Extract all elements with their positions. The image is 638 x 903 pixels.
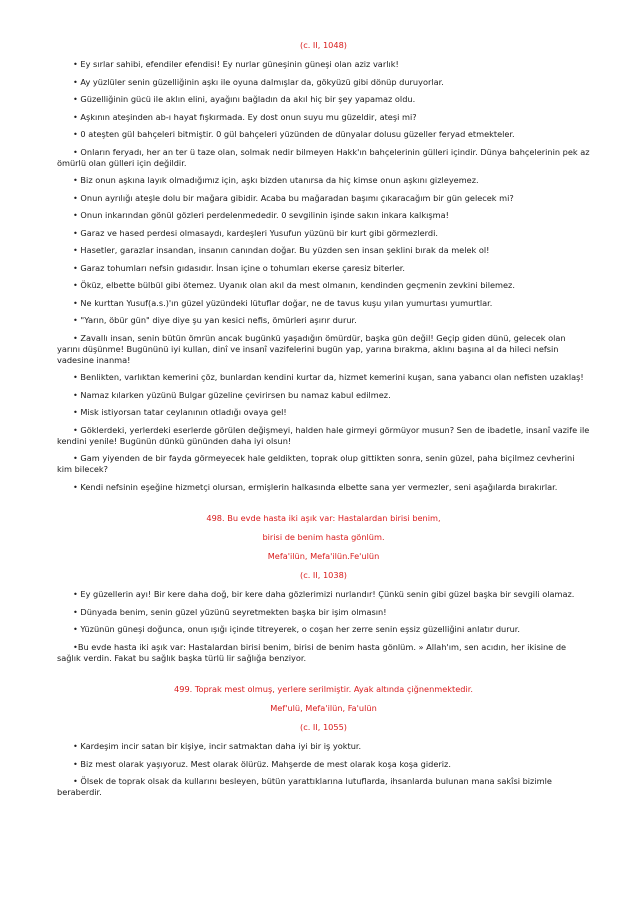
paragraph: • Onun ayrılığı ateşle dolu bir mağara gibidir. Acaba bu mağaradan başımı çıkaracağım bir gün gelecek mi? xyxy=(73,192,514,203)
paragraph: • Onun inkarından gönül gözleri perdelenmededir. 0 sevgilinin işinde sakın inkara kalkışma! xyxy=(73,210,449,220)
paragraph: • 0 ateşten gül bahçeleri bitmiştir. 0 gül bahçeleri yüzünden de dünyalar dolusu güzeller feryad etmekteler. xyxy=(73,129,515,139)
section-heading: 499. Toprak mest olmuş, yerlere serilmiştir. Ayak altında çiğnenmektedir. xyxy=(174,684,473,694)
section-spacer xyxy=(57,499,590,513)
paragraph: • Garaz ve hased perdesi olmasaydı, kardeşleri Yusufun yüzünü bir kurt gibi görmezlerdi. xyxy=(73,227,438,238)
paragraph: • Biz mest olarak yaşıyoruz. Mest olarak ölürüz. Mahşerde de mest olarak koşa koşa gideriz. xyxy=(73,758,451,769)
paragraph: • Dünyada benim, senin güzel yüzünü seyretmekten başka bir işim olmasın! xyxy=(73,606,387,617)
paragraph: • Güzelliğinin gücü ile aklın elini, ayağını bağladın da akıl hiç bir şey yapamaz oldu. xyxy=(73,94,416,104)
paragraph: • Yüzünün güneşi doğunca, onun ışığı içinde titreyerek, o coşan her zerre senin eşsiz güzelliğini anlatır durur. xyxy=(73,624,520,634)
paragraph: • Ölsek de toprak olsak da kullarını besleyen, bütün yarattıklarına lutuflarda, ihsanlarda bulunan mana sakîsi bizimle beraberdir. xyxy=(57,776,552,797)
paragraph: • Aşkının ateşinden ab-ı hayat fışkırmada. Ey dost onun suyu mu güzeldir, ateşi mi? xyxy=(73,111,417,122)
section-heading: (c. II, 1038) xyxy=(300,570,347,580)
paragraph: • "Yarın, öbür gün" diye diye şu yan kesici nefis, ömürleri aşırır durur. xyxy=(73,315,357,325)
section-spacer xyxy=(57,670,590,684)
paragraph: • Kardeşim incir satan bir kişiye, incir satmaktan daha iyi bir iş yoktur. xyxy=(73,741,362,751)
paragraph: •Bu evde hasta iki aşık var: Hastalardan birisi benim, birisi de benim hasta gönlüm. » Allah'ım, sen acıdın, her ikisine de sağlık verdin. Fakat bu sağlık başka türlü lir sağlığa benziyor. xyxy=(57,641,567,663)
section-heading: Mefa'ilün, Mefa'ilün.Fe'ulün xyxy=(267,551,380,561)
paragraph: • Öküz, elbette bülbül gibi ötemez. Uyanık olan akıl da mest olmanın, kendinden geçmenin zevkini bilemez. xyxy=(73,280,515,290)
paragraph: • Kendi nefsinin eşeğine hizmetçi olursan, ermişlerin halkasında elbette sana yer vermezler, seni aşağılarda bırakırlar. xyxy=(73,481,558,492)
paragraph: • Gam yiyenden de bir fayda görmeyecek hale geldikten, toprak olup gittikten sonra, senin güzel, paha biçilmez cevherini kim bilecek? xyxy=(57,453,575,474)
section-heading: 498. Bu evde hasta iki aşık var: Hastalardan birisi benim, xyxy=(206,513,441,523)
paragraph: • Zavallı insan, senin bütün ömrün ancak bugünkü yaşadığın ömürdür, başka gün değil! Geçip giden dünü, gelecek olan yarını düşünme! Bugününü iyi kullan, dinî ve insanî vazifelerini bugün yap, yarına bırakma, aklını başına al da hileci nefsin vadesine inanma! xyxy=(57,332,566,365)
paragraph: • Ey sırlar sahibi, efendiler efendisi! Ey nurlar güneşinin güneşi olan aziz varlık! xyxy=(73,59,399,69)
paragraph: • Benlikten, varlıktan kemerini çöz, bunlardan kendini kurtar da, hizmet kemerini kuşan, sana yabancı olan nefisten uzaklaş! xyxy=(73,372,584,382)
paragraph: • Namaz kılarken yüzünü Bulgar güzeline çevirirsen bu namaz kabul edilmez. xyxy=(73,389,391,400)
paragraph: • Göklerdeki, yerlerdeki eserlerde görülen değişmeyi, halden hale girmeyi görmüyor musun? Sen de ibadetle, insanî vazife ile kendini yenile! Bugünün dünkü gününden daha iyi olsun! xyxy=(57,424,590,446)
document-page xyxy=(57,40,590,805)
section-heading: (c. II, 1048) xyxy=(300,40,347,50)
section-heading: Mef'ulü, Mefa'ilün, Fa'ulün xyxy=(270,703,377,713)
paragraph: • Ne kurttan Yusuf(a.s.)'ın güzel yüzündeki lütuflar doğar, ne de tavus kuşu yılan yumurtası yumurtlar. xyxy=(73,297,493,308)
paragraph: • Ay yüzlüler senin güzelliğinin aşkı ile oyuna dalmışlar da, gökyüzü gibi dönüp duruyorlar. xyxy=(73,76,444,87)
paragraph: • Misk istiyorsan tatar ceylanının otladığı ovaya gel! xyxy=(73,407,287,417)
paragraph: • Biz onun aşkına layık olmadığımız için, aşkı bizden utanırsa da hiç kimse onun aşkını gizleyemez. xyxy=(73,175,479,185)
paragraph: • Ey güzellerin ayı! Bir kere daha doğ, bir kere daha gözlerimizi nurlandır! Çünkü senin gibi güzel başka bir sevgili olamaz. xyxy=(73,589,575,599)
paragraph: • Hasetler, garazlar insandan, insanın canından doğar. Bu yüzden sen insan şeklini bırak da melek ol! xyxy=(73,245,490,255)
section-heading: birisi de benim hasta gönlüm. xyxy=(262,532,385,542)
paragraph: • Garaz tohumları nefsin gıdasıdır. İnsan içine o tohumları ekerse çaresiz biterler. xyxy=(73,262,406,273)
paragraph: • Onların feryadı, her an ter ü taze olan, solmak nedir bilmeyen Hakk'ın bahçelerinin gülleri içindir. Dünya bahçelerinin pek az ömürlü olan gülleri için değildir. xyxy=(57,146,590,168)
section-heading: (c. II, 1055) xyxy=(300,722,347,732)
